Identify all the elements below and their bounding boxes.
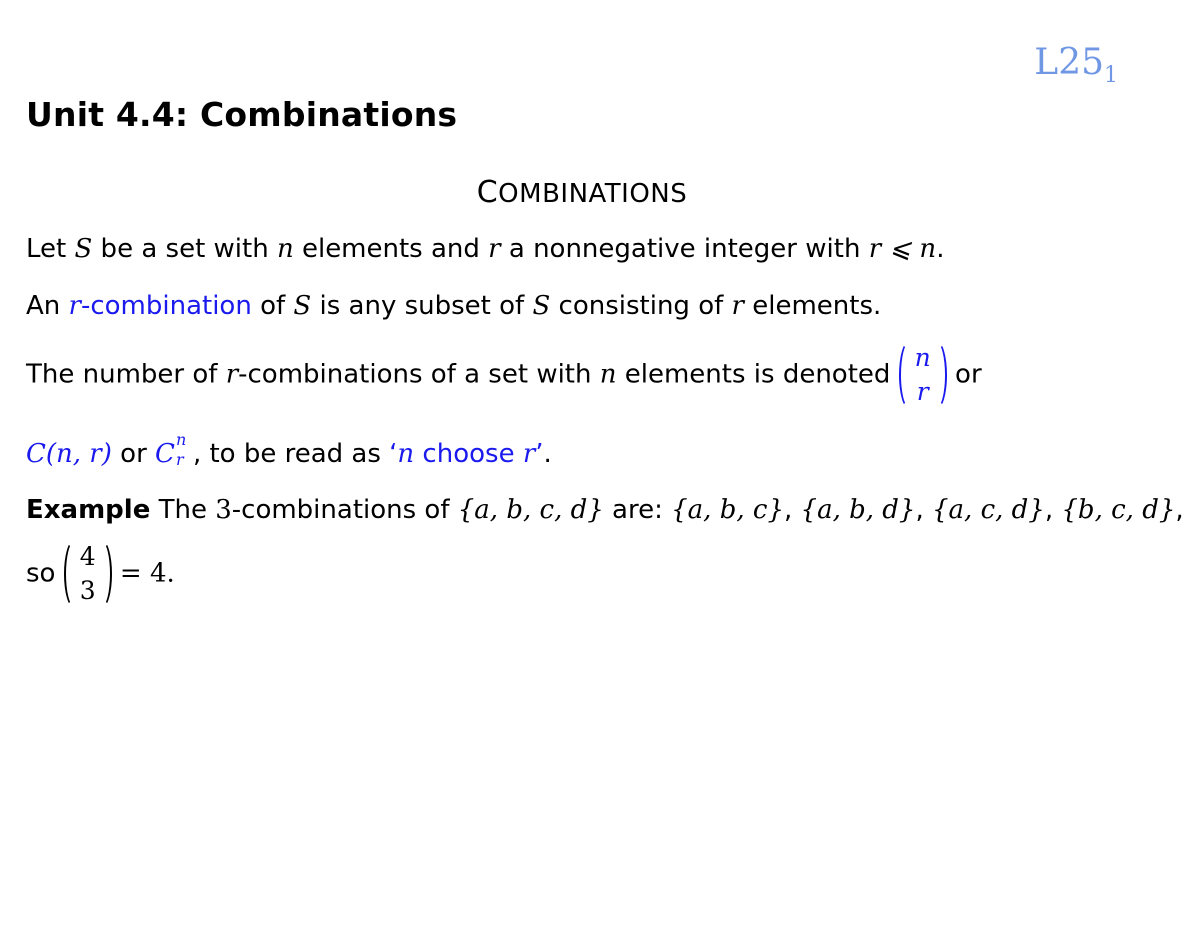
math-r: r xyxy=(731,291,744,321)
left-paren xyxy=(899,341,919,409)
example-label: Example xyxy=(26,495,151,525)
text: elements. xyxy=(743,291,882,321)
text: , xyxy=(915,495,932,525)
quote-open: ‘ xyxy=(389,439,398,469)
page-label-main: L25 xyxy=(1034,42,1104,83)
binom-bottom: 3 xyxy=(79,576,96,605)
math-S: S xyxy=(532,291,551,321)
text: An xyxy=(26,291,69,321)
math-r: r xyxy=(488,234,501,264)
math-r: r xyxy=(522,439,536,469)
section-title xyxy=(0,175,1164,210)
binomial-4-3 xyxy=(64,540,112,608)
binom-top: n xyxy=(914,343,931,372)
text: . xyxy=(543,439,552,469)
page-label xyxy=(1034,42,1118,88)
text: be a set with xyxy=(92,234,277,264)
math-subset: {a, b, d} xyxy=(800,495,916,525)
example-line xyxy=(26,495,1184,525)
math-S: S xyxy=(293,291,312,321)
page-label-sub: 1 xyxy=(1104,63,1118,88)
math-set: {a, b, c, d} xyxy=(457,495,604,525)
binom-top: 4 xyxy=(79,542,96,571)
definition-line-1 xyxy=(26,234,944,264)
text: Let xyxy=(26,234,75,264)
result-line xyxy=(26,540,175,608)
left-paren xyxy=(64,540,84,608)
text: of xyxy=(251,291,294,321)
text: or xyxy=(111,439,156,469)
term-combination: -combination xyxy=(80,291,252,321)
math-inequality: r ⩽ n xyxy=(868,234,937,264)
math-sub-r: r xyxy=(175,450,184,469)
text: , xyxy=(1044,495,1062,525)
section-title-first: C xyxy=(476,175,499,210)
math-equals: = 4. xyxy=(111,558,175,589)
text: is any subset of xyxy=(311,291,533,321)
right-paren xyxy=(92,540,112,608)
notation-line xyxy=(26,430,552,469)
math-r: r xyxy=(225,359,239,390)
text: are: xyxy=(603,495,672,525)
text: elements is denoted xyxy=(616,359,899,390)
math-subset: {b, c, d} xyxy=(1061,495,1176,525)
math-C: C xyxy=(155,439,175,469)
text: consisting of xyxy=(550,291,732,321)
text: The number of xyxy=(26,359,226,390)
quote-close: ’ xyxy=(535,439,544,469)
text: -combinations of xyxy=(231,495,458,525)
text: a nonnegative integer with xyxy=(500,234,869,264)
text: so xyxy=(26,558,64,589)
binomial-n-r xyxy=(899,341,947,409)
right-paren xyxy=(927,341,947,409)
math-3: 3 xyxy=(215,495,232,525)
text: elements and xyxy=(293,234,489,264)
math-subset: {a, b, c} xyxy=(671,495,784,525)
math-n: n xyxy=(276,234,294,264)
math-C-indices xyxy=(175,430,193,469)
section-title-rest: OMBINATIONS xyxy=(498,179,688,209)
text: -combinations of a set with xyxy=(238,359,600,390)
text: , to be read as xyxy=(192,439,390,469)
text: , xyxy=(784,495,801,525)
math-n: n xyxy=(599,359,617,390)
unit-title: Unit 4.4: Combinations xyxy=(26,95,458,134)
text: , xyxy=(1175,495,1184,525)
math-S: S xyxy=(74,234,93,264)
text-choose: choose xyxy=(414,439,523,469)
math-subset: {a, c, d} xyxy=(932,495,1045,525)
binom-bottom: r xyxy=(916,377,929,406)
text: . xyxy=(936,234,945,264)
math-C-n-r: C(n, r) xyxy=(26,439,112,469)
math-sup-n: n xyxy=(175,430,187,449)
math-r: r xyxy=(68,291,81,321)
math-n: n xyxy=(397,439,415,469)
text: or xyxy=(955,359,982,390)
definition-line-2 xyxy=(26,291,881,321)
text: The xyxy=(150,495,216,525)
definition-line-3 xyxy=(26,341,982,409)
